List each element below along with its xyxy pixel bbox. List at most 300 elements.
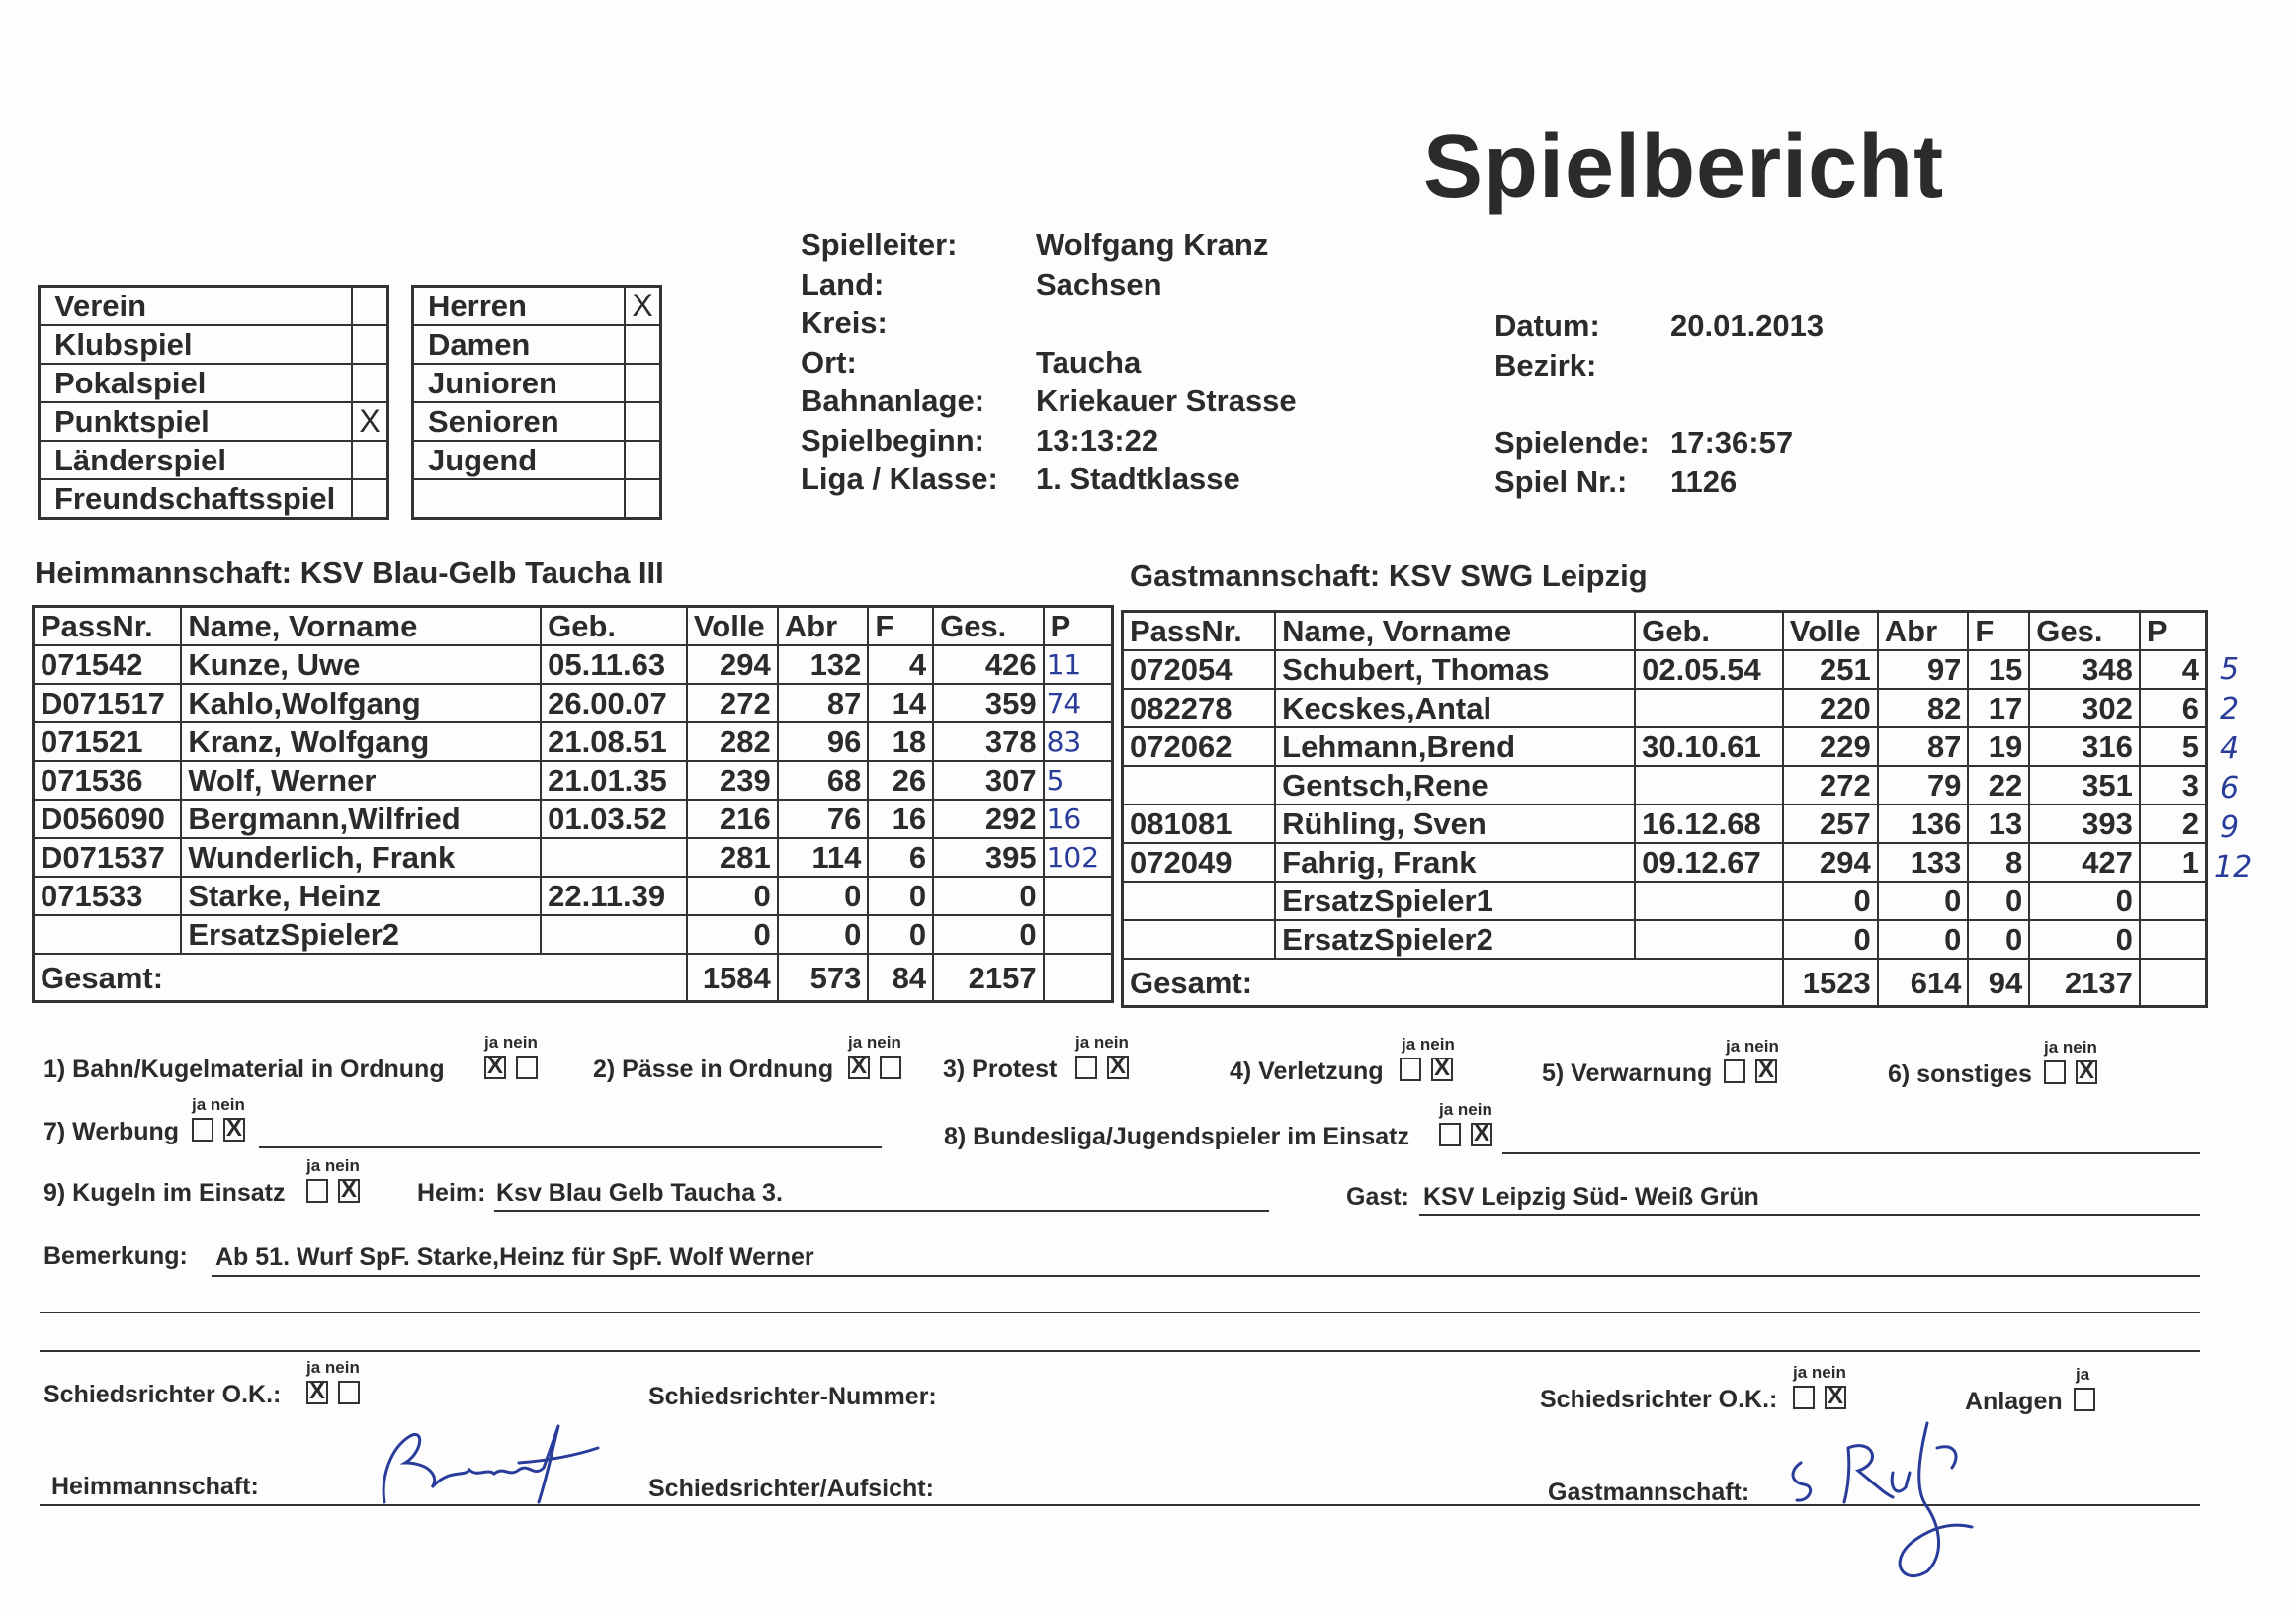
ja-nein-caption [1726, 1037, 1779, 1057]
ja-label: ja [848, 1033, 863, 1052]
spieltyp-mark [352, 479, 388, 519]
q6-label: 6) sonstiges [1888, 1060, 2032, 1088]
table-cell: 427 [2029, 843, 2140, 882]
bezirk-label: Bezirk: [1494, 348, 1597, 382]
table-cell: 114 [778, 838, 869, 877]
sr-ok-gast-ja-checkbox[interactable] [1793, 1386, 1815, 1409]
q1-label: 1) Bahn/Kugelmaterial in Ordnung [43, 1056, 445, 1083]
ja-nein-caption [1402, 1035, 1455, 1055]
q8-nein-checkbox[interactable]: X [1471, 1123, 1492, 1146]
info-value: 13:13:22 [1036, 422, 1159, 458]
klasse-row [413, 364, 661, 402]
q3-nein-checkbox[interactable]: X [1107, 1056, 1129, 1079]
table-cell: 071542 [34, 645, 182, 684]
q6-ja-checkbox[interactable] [2044, 1060, 2066, 1084]
table-cell: 0 [1878, 882, 1969, 920]
table-cell: 16 [868, 800, 933, 838]
nein-label: nein [502, 1033, 538, 1052]
table-cell: 272 [687, 684, 778, 722]
table-cell: 09.12.67 [1635, 843, 1783, 882]
table-row [34, 761, 1113, 800]
table-cell: 294 [687, 645, 778, 684]
table-cell: 0 [1783, 882, 1878, 920]
klasse-label [413, 479, 626, 519]
table-row [1123, 689, 2207, 727]
sr-nummer-label: Schiedsrichter-Nummer: [648, 1383, 937, 1410]
column-header: P [2140, 612, 2207, 651]
q4-nein-checkbox[interactable]: X [1431, 1058, 1453, 1081]
total-empty [1044, 954, 1113, 1002]
nein-label: nein [1743, 1037, 1779, 1056]
total-label: Gesamt: [1123, 959, 1783, 1007]
klasse-label: Jugend [413, 441, 626, 479]
nein-label: nein [324, 1358, 360, 1377]
table-cell: 21.08.51 [541, 722, 687, 761]
q1-ja-checkbox[interactable]: X [484, 1056, 506, 1079]
q3-ja-checkbox[interactable] [1075, 1056, 1097, 1079]
table-cell: ErsatzSpieler2 [1275, 920, 1635, 959]
gast-label: Gast: [1346, 1183, 1409, 1211]
table-cell: 26.00.07 [541, 684, 687, 722]
table-cell: 17 [1968, 689, 2029, 727]
table-row [34, 800, 1113, 838]
table-cell: 220 [1783, 689, 1878, 727]
table-cell: ErsatzSpieler2 [181, 915, 541, 954]
table-cell: ErsatzSpieler1 [1275, 882, 1635, 920]
q9-label: 9) Kugeln im Einsatz [43, 1179, 286, 1207]
info-labels [801, 225, 998, 499]
ja-nein-caption [1075, 1033, 1129, 1053]
total-empty [2140, 959, 2207, 1007]
table-cell: 96 [778, 722, 869, 761]
table-cell: 87 [778, 684, 869, 722]
table-cell [1123, 766, 1276, 804]
table-cell: 294 [1783, 843, 1878, 882]
table-row [1123, 843, 2207, 882]
total-value: 94 [1968, 959, 2029, 1007]
table-cell: 0 [687, 915, 778, 954]
q5-label: 5) Verwarnung [1542, 1059, 1713, 1087]
table-cell: Kecskes,Antal [1275, 689, 1635, 727]
q5-nein-checkbox[interactable]: X [1755, 1059, 1777, 1083]
table-cell: 082278 [1123, 689, 1276, 727]
column-header: Ges. [2029, 612, 2140, 651]
column-header: PassNr. [1123, 612, 1276, 651]
table-cell [1635, 689, 1783, 727]
table-cell: 307 [933, 761, 1044, 800]
heimmannschaft-label: Heimmannschaft: [51, 1473, 259, 1500]
q2-ja-checkbox[interactable]: X [848, 1056, 870, 1079]
klasse-row [413, 441, 661, 479]
table-cell: 239 [687, 761, 778, 800]
table-cell: Kahlo,Wolfgang [181, 684, 541, 722]
nein-label: nein [2062, 1038, 2097, 1057]
table-cell: Gentsch,Rene [1275, 766, 1635, 804]
table-cell: 30.10.61 [1635, 727, 1783, 766]
table-row [1123, 727, 2207, 766]
info-value: Wolfgang Kranz [1036, 227, 1269, 262]
table-row [34, 838, 1113, 877]
column-header: Abr [778, 607, 869, 646]
table-cell: 2 [2140, 804, 2207, 843]
handwritten-points: 5 [1044, 761, 1113, 800]
datum-value: 20.01.2013 [1670, 308, 1825, 343]
sr-ok-gast-nein-checkbox[interactable]: X [1825, 1386, 1846, 1409]
q9-ja-checkbox[interactable] [306, 1179, 328, 1203]
ja-label: ja [2044, 1038, 2059, 1057]
table-cell: 229 [1783, 727, 1878, 766]
table-cell: 395 [933, 838, 1044, 877]
table-cell: 82 [1878, 689, 1969, 727]
table-cell: 15 [1968, 650, 2029, 689]
handwritten-rank: 12 [2214, 850, 2253, 885]
ja-nein-caption [1793, 1363, 1846, 1383]
table-cell: 6 [2140, 689, 2207, 727]
q7-line [259, 1146, 882, 1148]
spieltyp-mark [352, 325, 388, 364]
spieltyp-row [40, 287, 388, 326]
nein-label: nein [866, 1033, 901, 1052]
table-cell: 0 [778, 877, 869, 915]
column-header: Name, Vorname [181, 607, 541, 646]
table-cell: 97 [1878, 650, 1969, 689]
klasse-label: Herren [413, 287, 626, 326]
spieltyp-row [40, 479, 388, 519]
total-value: 614 [1878, 959, 1969, 1007]
klasse-mark [625, 402, 661, 441]
heim-score-table [32, 605, 1114, 1003]
info-label: Spielleiter: [801, 227, 958, 262]
table-cell: 0 [1878, 920, 1969, 959]
handwritten-rank: 9 [2220, 810, 2240, 845]
bemerkung-line [212, 1275, 2200, 1277]
handwritten-rank: 4 [2220, 731, 2240, 766]
table-row [1123, 650, 2207, 689]
table-cell: D071517 [34, 684, 182, 722]
table-row [1123, 766, 2207, 804]
spieltyp-row [40, 325, 388, 364]
table-cell: 0 [933, 915, 1044, 954]
info-label: Ort: [801, 344, 857, 380]
table-cell: 282 [687, 722, 778, 761]
table-cell: 281 [687, 838, 778, 877]
table-row [34, 722, 1113, 761]
ja-label: ja [306, 1156, 321, 1175]
q7-ja-checkbox[interactable] [192, 1118, 213, 1142]
total-label: Gesamt: [34, 954, 687, 1002]
table-cell: 071536 [34, 761, 182, 800]
klasse-box [411, 285, 662, 520]
q1-nein-checkbox[interactable] [516, 1056, 538, 1079]
table-cell: D071537 [34, 838, 182, 877]
table-cell: 071533 [34, 877, 182, 915]
table-cell: 16.12.68 [1635, 804, 1783, 843]
table-cell: 0 [868, 877, 933, 915]
table-row [34, 877, 1113, 915]
spielnr-label: Spiel Nr.: [1494, 465, 1628, 499]
table-cell [2140, 920, 2207, 959]
column-header: Ges. [933, 607, 1044, 646]
info-values [1036, 225, 1297, 499]
q7-label: 7) Werbung [43, 1118, 180, 1145]
spieltyp-label: Punktspiel [40, 402, 353, 441]
ja-label: ja [1075, 1033, 1090, 1052]
column-header: F [1968, 612, 2029, 651]
table-cell: Starke, Heinz [181, 877, 541, 915]
q9-nein-checkbox[interactable]: X [338, 1179, 360, 1203]
ja-nein-caption [306, 1358, 360, 1378]
table-cell: 251 [1783, 650, 1878, 689]
info-label: Liga / Klasse: [801, 462, 998, 496]
nein-label: nein [1419, 1035, 1455, 1054]
handwritten-rank: 5 [2220, 652, 2240, 687]
spieltyp-row [40, 364, 388, 402]
anlagen-ja-checkbox[interactable] [2074, 1388, 2095, 1411]
q4-ja-checkbox[interactable] [1400, 1058, 1421, 1081]
info-value: Sachsen [1036, 266, 1162, 301]
table-cell [34, 915, 182, 954]
table-cell: 0 [1968, 882, 2029, 920]
ja-nein-caption [306, 1156, 360, 1176]
table-cell: 072054 [1123, 650, 1276, 689]
table-cell: Wolf, Werner [181, 761, 541, 800]
table-cell: 4 [2140, 650, 2207, 689]
table-cell: 351 [2029, 766, 2140, 804]
table-cell: 216 [687, 800, 778, 838]
table-row [34, 645, 1113, 684]
handwritten-rank: 2 [2220, 692, 2240, 726]
table-cell: 071521 [34, 722, 182, 761]
ja-nein-caption [1439, 1100, 1492, 1120]
table-cell: 0 [687, 877, 778, 915]
column-header: F [868, 607, 933, 646]
klasse-mark: X [625, 287, 661, 326]
nein-label: nein [324, 1156, 360, 1175]
table-cell: Bergmann,Wilfried [181, 800, 541, 838]
spieltyp-mark [352, 441, 388, 479]
table-cell: 1 [2140, 843, 2207, 882]
table-row [1123, 882, 2207, 920]
info-value: 1. Stadtklasse [1036, 462, 1240, 496]
q2-label: 2) Pässe in Ordnung [593, 1056, 834, 1083]
table-cell: 292 [933, 800, 1044, 838]
table-cell: 348 [2029, 650, 2140, 689]
table-cell [2140, 882, 2207, 920]
table-cell: 257 [1783, 804, 1878, 843]
table-cell [541, 838, 687, 877]
column-header: Geb. [1635, 612, 1783, 651]
table-cell: Schubert, Thomas [1275, 650, 1635, 689]
table-cell: 426 [933, 645, 1044, 684]
total-value: 2137 [2029, 959, 2140, 1007]
ja-label: ja [1726, 1037, 1741, 1056]
gast-signature [1779, 1413, 2016, 1586]
total-value: 1584 [687, 954, 778, 1002]
sr-ok-ja-checkbox[interactable]: X [306, 1381, 328, 1404]
anlagen-label: Anlagen [1965, 1388, 2063, 1415]
klasse-row [413, 287, 661, 326]
klasse-mark [625, 441, 661, 479]
ja-label: ja [1402, 1035, 1416, 1054]
handwritten-points: 16 [1044, 800, 1113, 838]
heim-value: Ksv Blau Gelb Taucha 3. [496, 1179, 783, 1207]
klasse-mark [625, 364, 661, 402]
table-cell: 316 [2029, 727, 2140, 766]
q6-nein-checkbox[interactable]: X [2076, 1060, 2097, 1084]
column-header: Geb. [541, 607, 687, 646]
table-cell [1635, 882, 1783, 920]
table-cell: 13 [1968, 804, 2029, 843]
info-label: Spielbeginn: [801, 422, 984, 458]
table-cell [1123, 882, 1276, 920]
gastmannschaft-label: Gastmannschaft: [1548, 1479, 1750, 1506]
klasse-row [413, 402, 661, 441]
spieltyp-label: Länderspiel [40, 441, 353, 479]
handwritten-points: 83 [1044, 722, 1113, 761]
klasse-row [413, 325, 661, 364]
table-cell: 4 [868, 645, 933, 684]
table-cell: Fahrig, Frank [1275, 843, 1635, 882]
table-cell [1635, 766, 1783, 804]
gast-score-table [1121, 610, 2208, 1008]
ja-nein-caption [484, 1033, 538, 1053]
spielende-label: Spielende: [1494, 425, 1650, 460]
spieltyp-label: Freundschaftsspiel [40, 479, 353, 519]
table-cell: 76 [778, 800, 869, 838]
table-cell: 081081 [1123, 804, 1276, 843]
ja-nein-caption [848, 1033, 901, 1053]
total-value: 2157 [933, 954, 1044, 1002]
nein-label: nein [1457, 1100, 1492, 1119]
page-title: Spielbericht [1423, 118, 1945, 216]
table-cell: 18 [868, 722, 933, 761]
klasse-label: Damen [413, 325, 626, 364]
bemerkung-label: Bemerkung: [43, 1242, 188, 1270]
column-header: Volle [1783, 612, 1878, 651]
table-cell: 072049 [1123, 843, 1276, 882]
table-cell: 0 [1968, 920, 2029, 959]
nein-label: nein [1093, 1033, 1129, 1052]
q8-label: 8) Bundesliga/Jugendspieler im Einsatz [944, 1123, 1409, 1150]
datum-label: Datum: [1494, 308, 1600, 343]
heim-heading: Heimmannschaft: KSV Blau-Gelb Taucha III [35, 555, 664, 590]
table-row [34, 915, 1113, 954]
ja-caption: ja [2076, 1365, 2090, 1384]
table-cell: 26 [868, 761, 933, 800]
table-cell: 22 [1968, 766, 2029, 804]
total-value: 84 [868, 954, 933, 1002]
table-cell: 272 [1783, 766, 1878, 804]
table-cell: Kunze, Uwe [181, 645, 541, 684]
handwritten-rank: 6 [2220, 771, 2240, 805]
nein-label: nein [210, 1095, 245, 1114]
heim-signature [371, 1408, 608, 1517]
table-cell: 0 [868, 915, 933, 954]
table-cell [1123, 920, 1276, 959]
klasse-mark [625, 325, 661, 364]
info-label: Land: [801, 266, 885, 301]
sr-ok-nein-checkbox[interactable] [338, 1381, 360, 1404]
spieltyp-row [40, 402, 388, 441]
table-cell: 136 [1878, 804, 1969, 843]
q2-nein-checkbox[interactable] [880, 1056, 901, 1079]
klasse-label: Senioren [413, 402, 626, 441]
spieltyp-box [38, 285, 389, 520]
ja-label: ja [306, 1358, 321, 1377]
gast-line [1419, 1214, 2200, 1216]
table-cell: 68 [778, 761, 869, 800]
table-cell: 0 [933, 877, 1044, 915]
handwritten-points: 74 [1044, 684, 1113, 722]
table-cell: 359 [933, 684, 1044, 722]
q5-ja-checkbox[interactable] [1724, 1059, 1745, 1083]
spielende-value: 17:36:57 [1670, 425, 1794, 460]
table-cell: 21.01.35 [541, 761, 687, 800]
q3-label: 3) Protest [943, 1056, 1058, 1083]
heim-line [494, 1210, 1269, 1212]
info-value [1036, 303, 1297, 343]
table-cell: 0 [1783, 920, 1878, 959]
table-cell: 22.11.39 [541, 877, 687, 915]
sr-aufsicht-label: Schiedsrichter/Aufsicht: [648, 1475, 934, 1502]
klasse-mark [625, 479, 661, 519]
sr-ok-gast-label: Schiedsrichter O.K.: [1540, 1386, 1778, 1413]
handwritten-points: 11 [1044, 645, 1113, 684]
table-cell: 302 [2029, 689, 2140, 727]
table-cell: 79 [1878, 766, 1969, 804]
ja-label: ja [1439, 1100, 1454, 1119]
table-cell: 05.11.63 [541, 645, 687, 684]
table-cell: Rühling, Sven [1275, 804, 1635, 843]
table-cell: 02.05.54 [1635, 650, 1783, 689]
bemerkung-value: Ab 51. Wurf SpF. Starke,Heinz für SpF. Wolf Werner [215, 1243, 814, 1271]
q8-ja-checkbox[interactable] [1439, 1123, 1461, 1146]
q7-nein-checkbox[interactable]: X [223, 1118, 245, 1142]
info-value: Kriekauer Strasse [1036, 383, 1297, 418]
info-label: Kreis: [801, 305, 888, 340]
table-cell: 14 [868, 684, 933, 722]
total-value: 573 [778, 954, 869, 1002]
q8-line [1502, 1152, 2200, 1154]
bemerkung-line [40, 1312, 2200, 1313]
spieltyp-mark [352, 364, 388, 402]
bemerkung-line [40, 1350, 2200, 1352]
info-label: Bahnanlage: [801, 383, 985, 418]
klasse-row [413, 479, 661, 519]
klasse-label: Junioren [413, 364, 626, 402]
ja-label: ja [192, 1095, 207, 1114]
spieltyp-mark: X [352, 402, 388, 441]
ja-label: ja [484, 1033, 499, 1052]
table-cell: 8 [1968, 843, 2029, 882]
gast-header-row [1123, 612, 2207, 651]
heim-label: Heim: [417, 1179, 486, 1207]
table-cell [1044, 877, 1113, 915]
column-header: P [1044, 607, 1113, 646]
heim-header-row [34, 607, 1113, 646]
ja-nein-caption [192, 1095, 245, 1115]
total-row [1123, 959, 2207, 1007]
table-cell: 393 [2029, 804, 2140, 843]
ja-nein-caption [2044, 1038, 2097, 1058]
ja-label: ja [1793, 1363, 1808, 1382]
table-cell: 378 [933, 722, 1044, 761]
spieltyp-label: Verein [40, 287, 353, 326]
table-cell [1044, 915, 1113, 954]
table-cell: 5 [2140, 727, 2207, 766]
table-cell: 0 [2029, 920, 2140, 959]
table-cell: 01.03.52 [541, 800, 687, 838]
